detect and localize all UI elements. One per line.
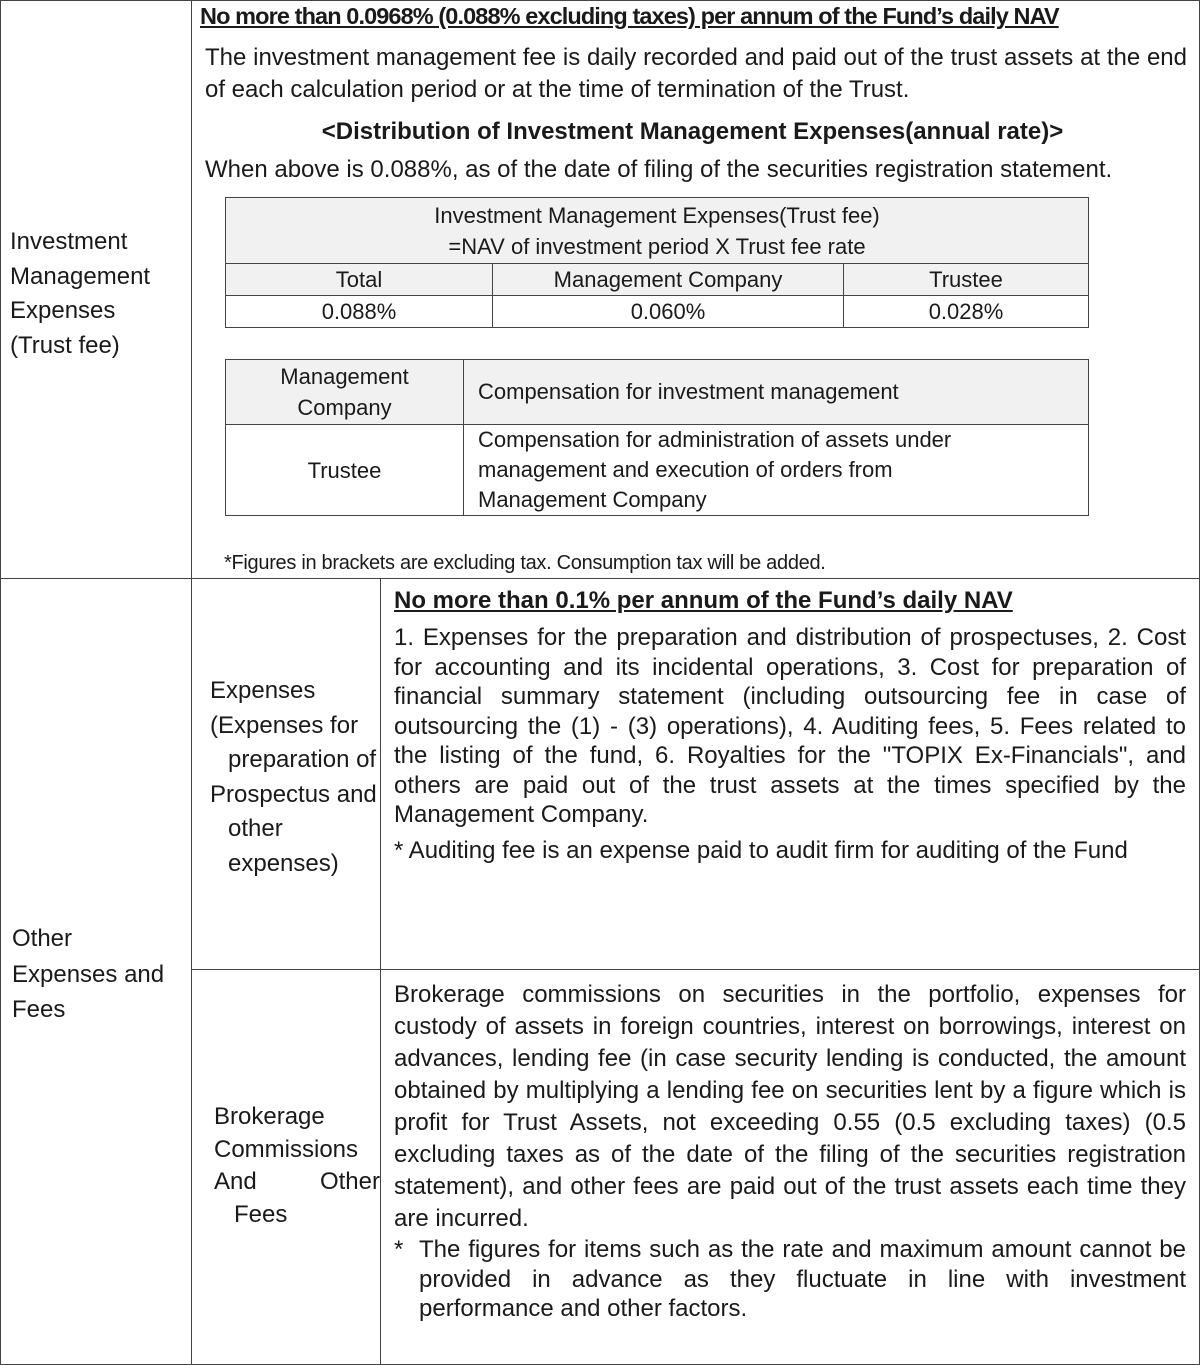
label-word: Other xyxy=(319,1168,380,1195)
column-total: Total xyxy=(226,264,493,296)
role-key-line: Management xyxy=(280,364,409,389)
roles-table xyxy=(225,359,1089,516)
label-line: (Trust fee) xyxy=(10,331,120,359)
value-total: 0.088% xyxy=(226,296,493,328)
role-value xyxy=(464,425,1089,516)
table-row xyxy=(226,425,1089,516)
label-line: other xyxy=(228,815,283,842)
label-line: (Expenses for xyxy=(210,711,359,739)
grid-line-left xyxy=(0,0,1,1365)
tax-footnote: *Figures in brackets are excluding tax. Consumption tax will be added. xyxy=(224,552,826,574)
note-asterisk: * xyxy=(394,1236,404,1263)
grid-line-section-divider xyxy=(0,578,1200,579)
other-expenses-label xyxy=(12,921,187,1028)
table-row xyxy=(226,360,1089,425)
label-line: Investment xyxy=(10,228,128,255)
distribution-title: <Distribution of Investment Management Expenses(annual rate)> xyxy=(321,118,1064,145)
value-management-company: 0.060% xyxy=(493,296,844,328)
label-line: Brokerage xyxy=(214,1103,325,1130)
brokerage-note xyxy=(394,1235,1186,1324)
expenses-body: 1. Expenses for the preparation and distribution of prospectuses, 2. Cost for accounting and its incidental operations, 3. Cost for preparation of financial summary statement (including outsourcing fee in case of outsourcing the (1) - (3) operations), 4. Auditing fees, 5. Fees related to the listing of the fund, 6. Royalties for the "TOPIX Ex-Financials", and others are paid out of the trust assets at the times specified by the Management Company. xyxy=(394,624,1186,828)
distribution-note: When above is 0.088%, as of the date of filing of the securities registration statement. xyxy=(205,156,1113,183)
label-line xyxy=(214,1166,380,1199)
trust-fee-table-header xyxy=(226,198,1089,264)
brokerage-sublabel xyxy=(214,1101,380,1231)
header-line: Investment Management Expenses(Trust fee) xyxy=(434,203,880,228)
role-key xyxy=(226,425,464,516)
label-line: expenses) xyxy=(228,849,339,877)
grid-line-label-divider xyxy=(191,0,192,1365)
column-management-company: Management Company xyxy=(493,264,844,296)
label-line: Prospectus and xyxy=(210,780,377,808)
note-text: The figures for items such as the rate and maximum amount cannot be provided in advance as they fluctuate in line with investment performance and other factors. xyxy=(419,1236,1186,1322)
label-line: Other xyxy=(12,925,73,952)
role-value xyxy=(464,360,1089,425)
label-line: Commissions xyxy=(214,1135,359,1163)
label-line: Fees xyxy=(234,1200,288,1228)
role-value-line: management and execution of orders from xyxy=(478,457,893,482)
label-line: Expenses xyxy=(10,297,116,324)
label-line: Expenses and xyxy=(12,960,165,988)
role-value-line: Compensation for investment management xyxy=(478,379,899,404)
expenses-note: * Auditing fee is an expense paid to audit firm for auditing of the Fund xyxy=(394,837,1128,864)
value-trustee: 0.028% xyxy=(844,296,1089,328)
header-line: =NAV of investment period X Trust fee rate xyxy=(448,234,866,259)
investment-management-title: No more than 0.0968% (0.088% excluding taxes) per annum of the Fund’s daily NAV xyxy=(200,3,1059,29)
grid-line-subsection-divider xyxy=(191,969,1200,970)
label-line: Fees xyxy=(12,996,66,1023)
brokerage-body: Brokerage commissions on securities in the portfolio, expenses for custody of assets in foreign countries, interest on borrowings, interest on advances, lending fee (in case security lending is conducted, the amount obtained by multiplying a lending fee on securities lent by a figure which is profit for Trust Assets, not exceeding 0.55 (0.5 excluding taxes) (0.5 excluding taxes as of the date of the filing of the securities registration statement), and other fees are paid out of the trust assets each time they are incurred. xyxy=(394,981,1186,1232)
expenses-sublabel xyxy=(210,674,382,881)
role-key-line: Trustee xyxy=(307,457,382,483)
role-value-line: Management Company xyxy=(478,487,707,512)
expenses-title: No more than 0.1% per annum of the Fund’s daily NAV xyxy=(394,587,1013,614)
label-line: Expenses xyxy=(210,677,316,704)
investment-management-label xyxy=(10,225,185,363)
grid-line-top xyxy=(0,0,1200,1)
role-value-line: Compensation for administration of assets under xyxy=(478,427,952,452)
column-trustee: Trustee xyxy=(844,264,1089,296)
label-line: Management xyxy=(10,262,151,290)
role-key-line: Company xyxy=(297,395,392,420)
trust-fee-table xyxy=(225,197,1089,328)
label-word: And xyxy=(214,1168,257,1195)
label-line: preparation of xyxy=(228,746,377,773)
role-key xyxy=(226,360,464,425)
investment-management-description: The investment management fee is daily recorded and paid out of the trust assets at the end of each calculation period or at the time of termination of the Trust. xyxy=(205,44,1187,103)
